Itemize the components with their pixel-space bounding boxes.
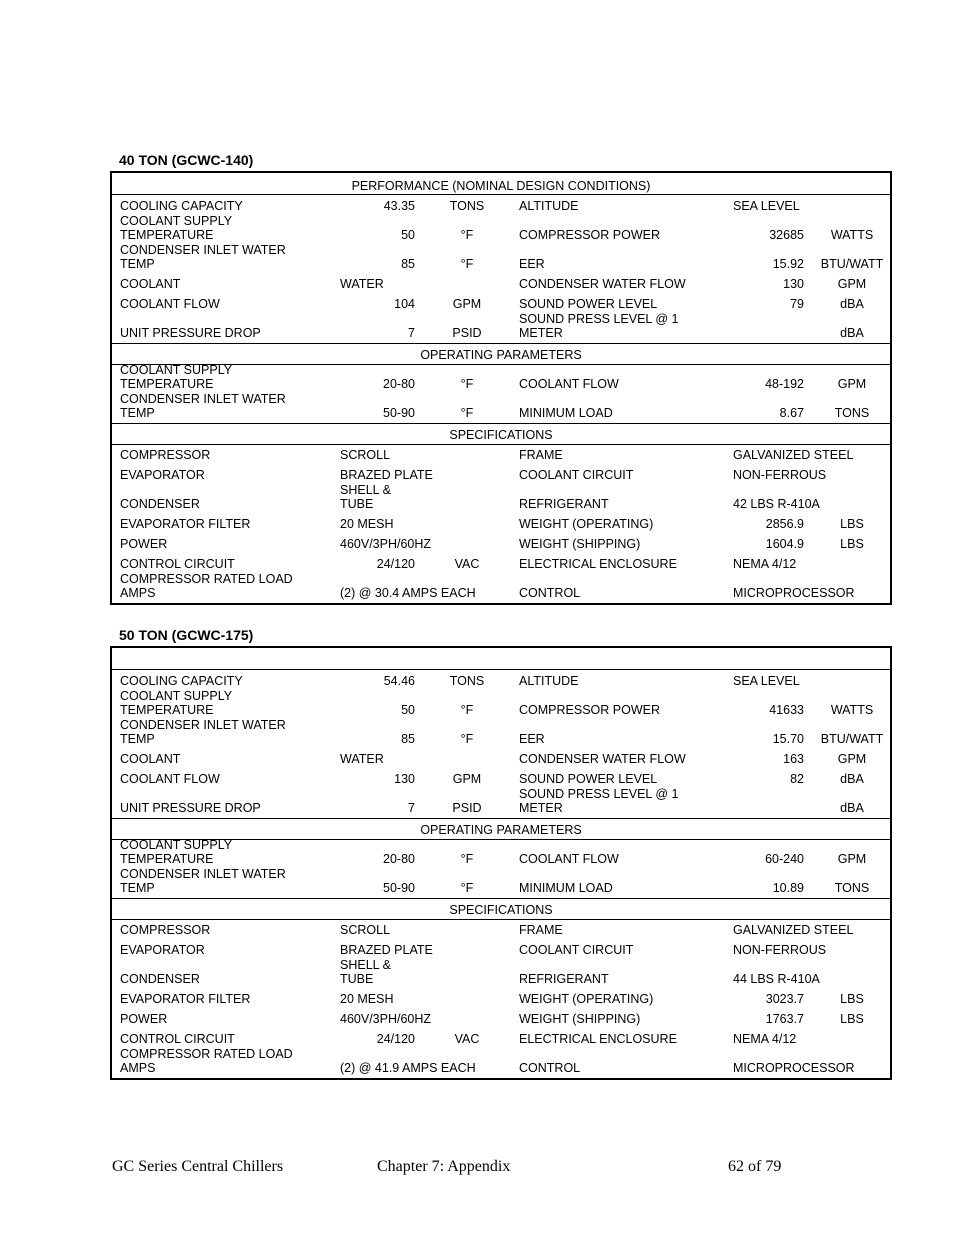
param-unit-right: GPM: [837, 377, 867, 391]
param-value: 54.46: [383, 674, 415, 688]
operating-row: [112, 840, 890, 869]
param-value-right: 32685: [769, 228, 804, 242]
spec-value-text-line2: 20 MESH: [340, 517, 394, 531]
spec-value-text-line2: SCROLL: [340, 923, 391, 937]
param-unit-right: WATTS: [830, 703, 874, 717]
spec-label-line2: AMPS: [120, 1061, 156, 1075]
param-label-line2: TEMP: [120, 257, 155, 271]
spec-unit: VAC: [454, 557, 480, 571]
param-value-right: 79: [790, 297, 804, 311]
spec-label-line2: COMPRESSOR: [120, 448, 211, 462]
spec-row: [112, 485, 890, 514]
param-unit: PSID: [452, 326, 482, 340]
param-unit-right: dBA: [840, 326, 864, 340]
param-value-right: 48-192: [765, 377, 804, 391]
spec-label-right: WEIGHT (SHIPPING): [519, 1012, 641, 1026]
param-label-right-line2: CONDENSER WATER FLOW: [519, 752, 686, 766]
spec-value-right-text: NON-FERROUS: [733, 468, 827, 482]
spec-unit-right: LBS: [840, 992, 864, 1006]
param-value: 20-80: [383, 852, 415, 866]
param-label-right-line2: CONDENSER WATER FLOW: [519, 277, 686, 291]
spec-label-line2: EVAPORATOR: [120, 943, 205, 957]
param-value-right: 163: [783, 752, 804, 766]
spec-label-right: REFRIGERANT: [519, 972, 609, 986]
performance-row: [112, 789, 890, 818]
spec-value-text-line2: 20 MESH: [340, 992, 394, 1006]
param-label-line1: CONDENSER INLET WATER: [120, 392, 286, 406]
param-label-right-line2: METER: [519, 326, 563, 340]
param-label-line1: CONDENSER INLET WATER: [120, 243, 286, 257]
param-label-line2: TEMP: [120, 881, 155, 895]
param-unit: °F: [460, 228, 474, 242]
param-unit-right: GPM: [837, 852, 867, 866]
operating-row: [112, 394, 890, 423]
param-unit: °F: [460, 881, 474, 895]
spec-label-right: CONTROL: [519, 1061, 581, 1075]
spec-label-line2: EVAPORATOR: [120, 468, 205, 482]
param-label-line1: COOLANT SUPPLY: [120, 838, 233, 852]
param-unit-right: dBA: [840, 297, 864, 311]
param-label-right-line2: METER: [519, 801, 563, 815]
param-label-right-line2: EER: [519, 732, 545, 746]
performance-row: [112, 245, 890, 274]
param-unit: °F: [460, 732, 474, 746]
param-label-right-line2: COMPRESSOR POWER: [519, 703, 660, 717]
spec-unit: VAC: [454, 1032, 480, 1046]
spec-value-text-line2: (2) @ 41.9 AMPS EACH: [340, 1061, 476, 1075]
spec-value-right-text: 42 LBS R-410A: [733, 497, 820, 511]
spec-label-line2: POWER: [120, 537, 168, 551]
param-label-line2: COOLING CAPACITY: [120, 199, 243, 213]
spec-value-right-text: GALVANIZED STEEL: [733, 448, 854, 462]
spec-value-right-text: NEMA 4/12: [733, 557, 797, 571]
spec-label-right: COOLANT CIRCUIT: [519, 943, 634, 957]
spec-row: [112, 554, 890, 574]
spec-row: [112, 445, 890, 465]
param-label-line2: COOLANT: [120, 752, 181, 766]
spec-label-line2: CONDENSER: [120, 497, 200, 511]
performance-row: [112, 294, 890, 314]
param-unit-right: BTU/WATT: [820, 257, 884, 271]
param-unit: GPM: [452, 297, 482, 311]
param-value: 43.35: [383, 199, 415, 213]
param-label-right-line2: ALTITUDE: [519, 674, 579, 688]
spec-row: [112, 1049, 890, 1078]
spec-label-right: ELECTRICAL ENCLOSURE: [519, 557, 677, 571]
spec-label-right: REFRIGERANT: [519, 497, 609, 511]
spec-unit-right: LBS: [840, 1012, 864, 1026]
performance-row: [112, 691, 890, 720]
performance-row: [112, 314, 890, 343]
param-value-right: 82: [790, 772, 804, 786]
param-value: 7: [408, 326, 415, 340]
spec-value-right-text: NON-FERROUS: [733, 943, 827, 957]
spec-value-text-line1: SHELL &: [340, 958, 391, 972]
footer-page-number: 62 of 79: [728, 1158, 782, 1175]
spec-row: [112, 1029, 890, 1049]
param-value-right-text: SEA LEVEL: [733, 674, 800, 688]
param-value: 85: [401, 732, 415, 746]
param-label-line1: CONDENSER INLET WATER: [120, 867, 286, 881]
param-value: 85: [401, 257, 415, 271]
param-value-right-text: SEA LEVEL: [733, 199, 800, 213]
param-label-line1: COOLANT SUPPLY: [120, 214, 233, 228]
param-label-line2: UNIT PRESSURE DROP: [120, 801, 261, 815]
footer-title: GC Series Central Chillers: [112, 1158, 284, 1175]
param-label-line2: TEMPERATURE: [120, 703, 214, 717]
param-label-line1: COOLANT SUPPLY: [120, 363, 233, 377]
spec-label-right: COOLANT CIRCUIT: [519, 468, 634, 482]
param-label-right: COOLANT FLOW: [519, 377, 619, 391]
param-unit-right: BTU/WATT: [820, 732, 884, 746]
spec-label-line2: CONDENSER: [120, 972, 200, 986]
param-label-line2: TEMPERATURE: [120, 228, 214, 242]
param-value-text: WATER: [340, 277, 384, 291]
param-label-line2: UNIT PRESSURE DROP: [120, 326, 261, 340]
spec-label-line2: COMPRESSOR: [120, 923, 211, 937]
spec-label-line2: EVAPORATOR FILTER: [120, 517, 251, 531]
param-label-right-line2: ALTITUDE: [519, 199, 579, 213]
spec-value-text-line2: 460V/3PH/60HZ: [340, 1012, 432, 1026]
param-unit-right: TONS: [834, 406, 870, 420]
operating-header: OPERATING PARAMETERS: [112, 343, 890, 365]
spec-value-right-text: 44 LBS R-410A: [733, 972, 820, 986]
performance-row: [112, 195, 890, 216]
param-label-line2: COOLING CAPACITY: [120, 674, 243, 688]
param-value: 50-90: [383, 406, 415, 420]
spec-value-text-line2: BRAZED PLATE: [340, 943, 433, 957]
spec-table: [110, 171, 892, 605]
spec-row: [112, 940, 890, 960]
param-label-line2: TEMPERATURE: [120, 377, 214, 391]
param-label-right-line2: EER: [519, 257, 545, 271]
performance-row: [112, 670, 890, 691]
param-value-right: 15.92: [772, 257, 804, 271]
param-unit-right: dBA: [840, 772, 864, 786]
spec-value-right-text: MICROPROCESSOR: [733, 1061, 855, 1075]
spec-value: 24/120: [376, 1032, 415, 1046]
param-label-line2: TEMP: [120, 732, 155, 746]
specifications-header: SPECIFICATIONS: [112, 898, 890, 920]
param-label-right: MINIMUM LOAD: [519, 881, 613, 895]
param-label-line1: COOLANT SUPPLY: [120, 689, 233, 703]
param-label-right-line2: COMPRESSOR POWER: [519, 228, 660, 242]
spec-row: [112, 989, 890, 1009]
spec-unit-right: LBS: [840, 537, 864, 551]
spec-table: [110, 646, 892, 1080]
param-unit: °F: [460, 852, 474, 866]
param-label-line2: COOLANT FLOW: [120, 772, 220, 786]
spec-label-right: WEIGHT (OPERATING): [519, 992, 654, 1006]
specifications-header: SPECIFICATIONS: [112, 423, 890, 445]
spec-label-line2: EVAPORATOR FILTER: [120, 992, 251, 1006]
performance-header: PERFORMANCE (NOMINAL DESIGN CONDITIONS): [112, 173, 890, 195]
spec-value-right-text: NEMA 4/12: [733, 1032, 797, 1046]
spec-label-right: WEIGHT (OPERATING): [519, 517, 654, 531]
param-label-line2: TEMPERATURE: [120, 852, 214, 866]
param-unit: °F: [460, 703, 474, 717]
param-value-right: 15.70: [772, 732, 804, 746]
spec-value-text-line2: TUBE: [340, 497, 374, 511]
spec-value-right: 3023.7: [765, 992, 804, 1006]
spec-label-right: ELECTRICAL ENCLOSURE: [519, 1032, 677, 1046]
performance-row: [112, 216, 890, 245]
param-value: 130: [394, 772, 415, 786]
spec-value: 24/120: [376, 557, 415, 571]
param-unit-right: dBA: [840, 801, 864, 815]
param-label-right-line1: SOUND PRESS LEVEL @ 1: [519, 787, 679, 801]
param-unit: GPM: [452, 772, 482, 786]
spec-value-right: 2856.9: [765, 517, 804, 531]
param-unit-right: TONS: [834, 881, 870, 895]
param-label-right-line2: SOUND POWER LEVEL: [519, 772, 658, 786]
spec-label-line2: AMPS: [120, 586, 156, 600]
spec-value-text-line2: BRAZED PLATE: [340, 468, 433, 482]
param-value: 104: [394, 297, 415, 311]
param-unit: PSID: [452, 801, 482, 815]
spec-label-right: CONTROL: [519, 586, 581, 600]
param-unit: °F: [460, 377, 474, 391]
param-label-right-line1: SOUND PRESS LEVEL @ 1: [519, 312, 679, 326]
param-label-right: COOLANT FLOW: [519, 852, 619, 866]
param-value: 20-80: [383, 377, 415, 391]
performance-row: [112, 749, 890, 769]
spec-label-line1: COMPRESSOR RATED LOAD: [120, 572, 293, 586]
spec-value-right-text: GALVANIZED STEEL: [733, 923, 854, 937]
spec-label-right: WEIGHT (SHIPPING): [519, 537, 641, 551]
spec-label-right: FRAME: [519, 448, 563, 462]
spec-label-line2: POWER: [120, 1012, 168, 1026]
spec-row: [112, 534, 890, 554]
param-label-line1: CONDENSER INLET WATER: [120, 718, 286, 732]
operating-row: [112, 869, 890, 898]
section-title: 50 TON (GCWC-175): [119, 627, 254, 643]
param-value: 50-90: [383, 881, 415, 895]
param-unit-right: WATTS: [830, 228, 874, 242]
spec-unit-right: LBS: [840, 517, 864, 531]
spec-value-text-line2: TUBE: [340, 972, 374, 986]
spec-label-line2: CONTROL CIRCUIT: [120, 557, 235, 571]
footer-chapter: Chapter 7: Appendix: [377, 1158, 511, 1175]
param-value: 50: [401, 228, 415, 242]
spec-label-line2: CONTROL CIRCUIT: [120, 1032, 235, 1046]
param-label-right-line2: SOUND POWER LEVEL: [519, 297, 658, 311]
param-label-right: MINIMUM LOAD: [519, 406, 613, 420]
param-value-right: 60-240: [765, 852, 804, 866]
spec-row: [112, 1009, 890, 1029]
param-value-text: WATER: [340, 752, 384, 766]
param-unit: TONS: [449, 674, 485, 688]
performance-row: [112, 769, 890, 789]
spec-row: [112, 920, 890, 940]
spec-value-right: 1763.7: [765, 1012, 804, 1026]
spec-value-right: 1604.9: [765, 537, 804, 551]
performance-header: [112, 648, 890, 670]
spec-value-text-line2: (2) @ 30.4 AMPS EACH: [340, 586, 476, 600]
spec-value-right-text: MICROPROCESSOR: [733, 586, 855, 600]
param-label-line2: COOLANT: [120, 277, 181, 291]
param-label-line2: COOLANT FLOW: [120, 297, 220, 311]
spec-row: [112, 574, 890, 603]
performance-row: [112, 274, 890, 294]
param-unit: °F: [460, 257, 474, 271]
operating-header: OPERATING PARAMETERS: [112, 818, 890, 840]
param-unit-right: GPM: [837, 277, 867, 291]
param-value: 7: [408, 801, 415, 815]
performance-row: [112, 720, 890, 749]
param-unit: TONS: [449, 199, 485, 213]
spec-label-line1: COMPRESSOR RATED LOAD: [120, 1047, 293, 1061]
spec-value-text-line1: SHELL &: [340, 483, 391, 497]
param-value-right: 41633: [769, 703, 804, 717]
operating-row: [112, 365, 890, 394]
param-value-right: 130: [783, 277, 804, 291]
param-unit-right: GPM: [837, 752, 867, 766]
param-unit: °F: [460, 406, 474, 420]
param-value-right: 8.67: [779, 406, 804, 420]
spec-value-text-line2: 460V/3PH/60HZ: [340, 537, 432, 551]
param-value: 50: [401, 703, 415, 717]
param-value-right: 10.89: [772, 881, 804, 895]
spec-label-right: FRAME: [519, 923, 563, 937]
spec-row: [112, 960, 890, 989]
spec-value-text-line2: SCROLL: [340, 448, 391, 462]
param-label-line2: TEMP: [120, 406, 155, 420]
section-title: 40 TON (GCWC-140): [119, 152, 254, 168]
spec-row: [112, 465, 890, 485]
spec-row: [112, 514, 890, 534]
